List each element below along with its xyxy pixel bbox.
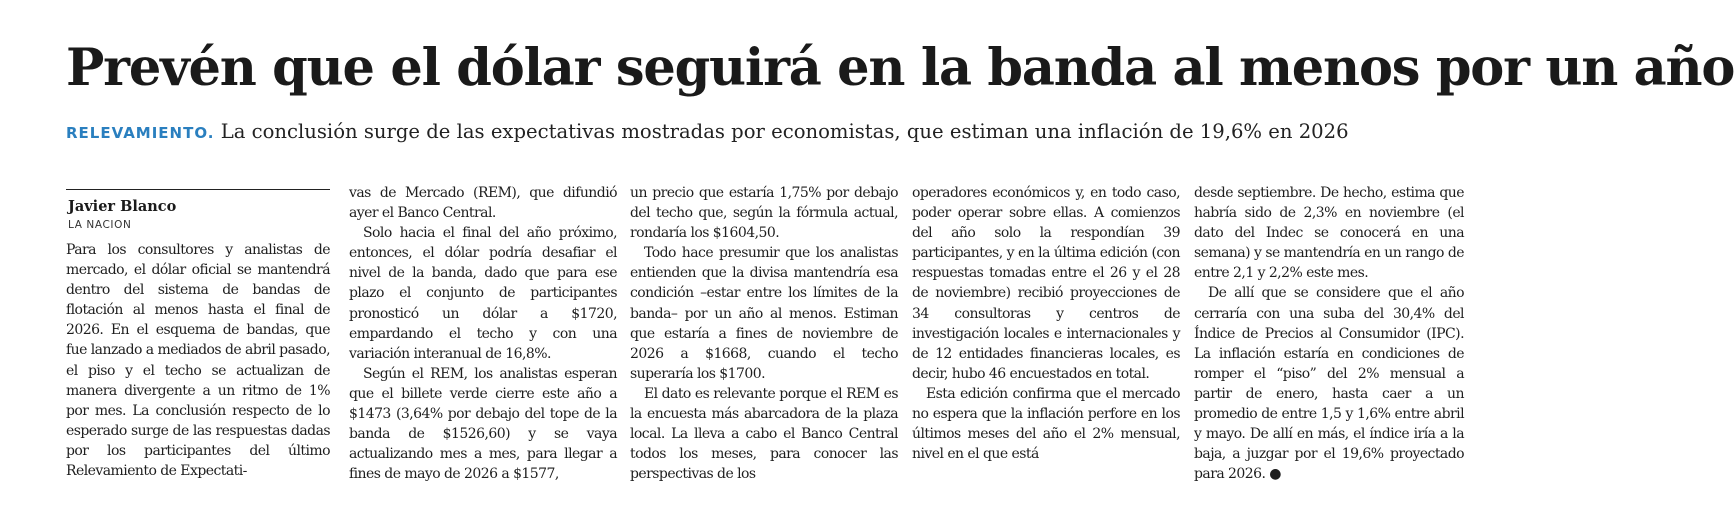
paragraph: Esta edición confirma que el mercado no espera que la inflación perfore en los últimos meses del año el 2% mensual, nivel en el que está bbox=[912, 385, 1180, 463]
paragraph: Para los consultores y analistas de mercado, el dólar oficial se mantendrá dentro del sistema de bandas de flotación al menos hasta el final de 2026. En el esquema de bandas, que fue lanzado a mediados de abril pasado, el piso y el techo se actualizan de manera divergente a un ritmo de 1% por mes. La conclusión respecto de lo esperado surge de las respuestas dadas por los participantes del último Relevamiento de Expectati- bbox=[66, 242, 330, 480]
article-column-3 bbox=[630, 183, 898, 484]
paragraph: un precio que estaría 1,75% por debajo del techo que, según la fórmula actual, rondaría los $1604,50. bbox=[630, 185, 898, 242]
paragraph: Todo hace presumir que los analistas entienden que la divisa mantendría esa condición –estar entre los límites de la banda– por un año al menos. Estiman que estaría a fines de noviembre de 2026 a $1668, cuando el techo superaría los $1700. bbox=[630, 245, 898, 382]
deck bbox=[66, 118, 1486, 147]
paragraph: El dato es relevante porque el REM es la encuesta más abarcadora de la plaza local. La lleva a cabo el Banco Central todos los meses, para conocer las perspectivas de los bbox=[630, 385, 898, 483]
paragraph: desde septiembre. De hecho, estima que habría sido de 2,3% en noviembre (el dato del Indec se conocerá en una semana) y se mantendría en un rango de entre 2,1 y 2,2% este mes. bbox=[1194, 185, 1464, 282]
deck-text: La conclusión surge de las expectativas mostradas por economistas, que estiman una inflación de 19,6% en 2026 bbox=[214, 120, 1349, 143]
byline-rule bbox=[66, 189, 330, 190]
kicker: RELEVAMIENTO. bbox=[66, 124, 215, 142]
article-column-2 bbox=[349, 183, 617, 484]
paragraph bbox=[1194, 283, 1464, 484]
paragraph: Solo hacia el final del año próximo, entonces, el dólar podría desafiar el nivel de la banda, dado que para ese plazo el conjunto de participantes pronosticó un dólar a $1720, empardando el techo y con una variación interanual de 16,8%. bbox=[349, 225, 617, 362]
end-mark-icon: ● bbox=[1269, 466, 1281, 483]
paragraph-text: De allí que se considere que el año cerraría con una suba del 30,4% del Índice de Precios al Consumidor (IPC). La inflación estaría en condiciones de romper el “piso” del 2% mensual a partir de enero, hasta caer a un promedio de entre 1,5 y 1,6% entre abril y mayo. De allí en más, el índice iría a la baja, a juzgar por el 19,6% proyectado para 2026. bbox=[1194, 285, 1464, 483]
byline-agency: LA NACION bbox=[68, 219, 132, 231]
paragraph: operadores económicos y, en todo caso, poder operar sobre ellas. A comienzos del año solo la respondían 39 participantes, y en la última edición (con respuestas tomadas entre el 26 y el 28 de noviembre) recibió proyecciones de 34 consultoras y centros de investigación locales e internacionales y de 12 entidades financieras locales, es decir, hubo 46 encuestados en total. bbox=[912, 185, 1180, 382]
article-column-5 bbox=[1194, 183, 1464, 484]
paragraph: vas de Mercado (REM), que difundió ayer el Banco Central. bbox=[349, 185, 617, 222]
article-column-1 bbox=[66, 240, 330, 481]
paragraph: Según el REM, los analistas esperan que el billete verde cierre este año a $1473 (3,64% por debajo del tope de la banda de $1526,60) y se vaya actualizando mes a mes, para llegar a fines de mayo de 2026 a $1577, bbox=[349, 365, 617, 483]
byline-author: Javier Blanco bbox=[68, 198, 177, 215]
article-column-4 bbox=[912, 183, 1180, 464]
headline: Prevén que el dólar seguirá en la banda al menos por un año bbox=[66, 38, 1734, 98]
